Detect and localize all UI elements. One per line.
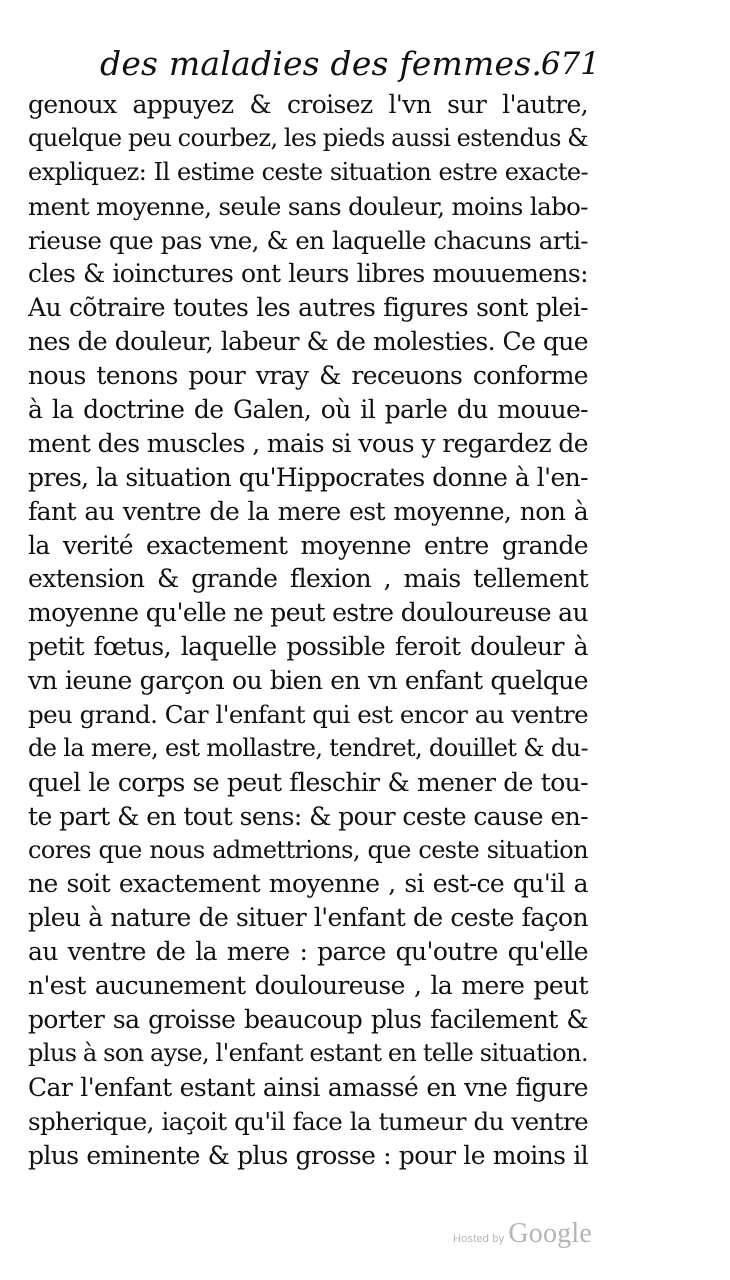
text-line: au ventre de la mere : parce qu'outre qu'elle: [28, 937, 588, 967]
text-line: la verité exactement moyenne entre grande: [28, 530, 588, 560]
text-line: pleu à nature de situer l'enfant de ceste façon: [28, 903, 588, 933]
text-line: spherique, iaçoit qu'il face la tumeur du ventre: [28, 1106, 588, 1136]
text-line: ment des muscles , mais si vous y regardez de: [28, 428, 588, 458]
running-title: des maladies des femmes.: [100, 44, 543, 83]
google-watermark: [453, 1218, 592, 1250]
text-line: cores que nous admettrions, que ceste situation: [28, 835, 588, 864]
text-line: à la doctrine de Galen, où il parle du mouue-: [28, 395, 588, 425]
text-line: Au cõtraire toutes les autres figures sont plei-: [28, 293, 588, 323]
text-line: Car l'enfant estant ainsi amassé en vne figure: [28, 1072, 588, 1102]
text-line: expliquez: Il estime ceste situation estre exacte-: [28, 157, 588, 186]
text-line: quel le corps se peut fleschir & mener de tou-: [28, 767, 588, 797]
body-text: [28, 88, 588, 1173]
page-number: 671: [540, 46, 600, 82]
text-line: cles & ioinctures ont leurs libres mouuemens:: [28, 259, 588, 289]
text-line: quelque peu courbez, les pieds aussi estendus &: [28, 123, 588, 152]
text-line: pres, la situation qu'Hippocrates donne à l'en-: [28, 462, 588, 492]
text-line: plus à son ayse, l'enfant estant en telle situation.: [28, 1038, 588, 1067]
text-line: peu grand. Car l'enfant qui est encor au ventre: [28, 700, 588, 730]
text-line: petit fœtus, laquelle possible feroit douleur à: [28, 632, 588, 662]
text-line: plus eminente & plus grosse : pour le moins il: [28, 1140, 588, 1170]
text-line: rieuse que pas vne, & en laquelle chacuns arti-: [28, 225, 588, 255]
text-line: extension & grande flexion , mais tellement: [28, 564, 588, 594]
text-line: te part & en tout sens: & pour ceste cause en-: [28, 801, 588, 831]
text-line: fant au ventre de la mere est moyenne, non à: [28, 496, 588, 526]
text-line: ne soit exactement moyenne , si est-ce qu'il a: [28, 869, 588, 899]
google-logo: Google: [508, 1218, 592, 1249]
text-line: de la mere, est mollastre, tendret, douillet & du-: [28, 733, 588, 762]
text-line: nes de douleur, labeur & de molesties. Ce que: [28, 327, 588, 357]
text-line: moyenne qu'elle ne peut estre douloureuse au: [28, 598, 588, 628]
text-line: ment moyenne, seule sans douleur, moins labo-: [28, 191, 588, 221]
text-line: nous tenons pour vray & receuons conforme: [28, 361, 588, 391]
text-line: vn ieune garçon ou bien en vn enfant quelque: [28, 666, 588, 696]
running-head: [100, 44, 600, 88]
text-line: porter sa groisse beaucoup plus facilement &: [28, 1005, 588, 1035]
text-line: n'est aucunement douloureuse , la mere peut: [28, 971, 588, 1001]
text-line: genoux appuyez & croisez l'vn sur l'autre,: [28, 90, 588, 119]
hosted-by-label: Hosted by: [453, 1233, 505, 1245]
